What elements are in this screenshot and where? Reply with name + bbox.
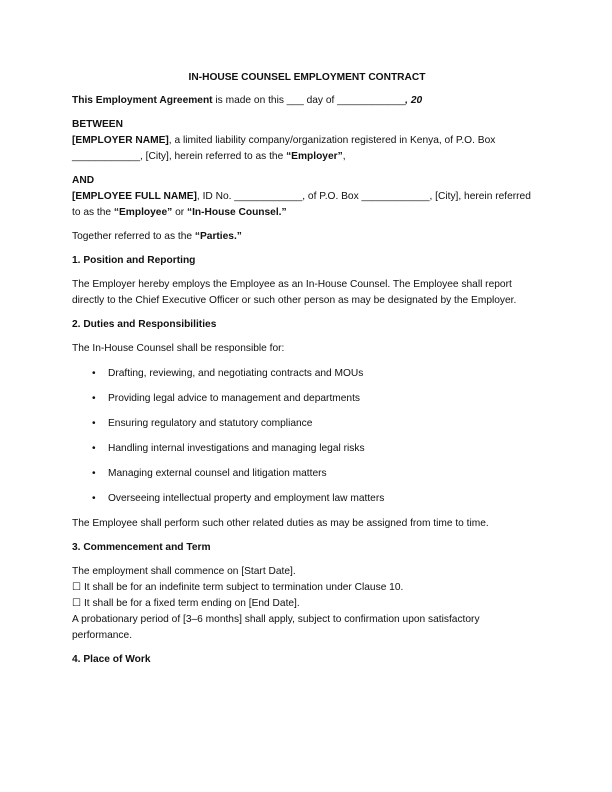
list-item: • Providing legal advice to management and departments [108, 391, 542, 407]
section-3-heading: 3. Commencement and Term [72, 542, 211, 553]
section-4-heading: 4. Place of Work [72, 654, 151, 665]
intro-bold-lead: This Employment Agreement [72, 95, 213, 106]
section-2-lead: The In-House Counsel shall be responsible for: [72, 343, 285, 354]
employee-name: [EMPLOYEE FULL NAME] [72, 191, 197, 202]
list-item: • Overseeing intellectual property and employment law matters [108, 491, 542, 507]
probation-paragraph: A probationary period of [3–6 months] shall apply, subject to confirmation upon satisfactory performance. [72, 614, 480, 641]
intro-year: , 20 [405, 95, 423, 106]
and-label: AND [72, 175, 95, 186]
section-3-line: The employment shall commence on [Start Date]. [72, 566, 296, 577]
intro-paragraph [72, 93, 542, 109]
term-option-indefinite[interactable]: ☐ It shall be for an indefinite term subject to termination under Clause 10. [72, 582, 404, 593]
list-item: • Handling internal investigations and managing legal risks [108, 441, 542, 457]
section-2-heading: 2. Duties and Responsibilities [72, 319, 217, 330]
duties-list [72, 366, 542, 507]
employer-end: , [342, 151, 346, 162]
employee-term: “Employee” [113, 207, 173, 218]
employer-term: “Employer” [286, 151, 343, 162]
intro-text: is made on this ___ day of ____________ [212, 95, 406, 106]
parties-term: “Parties.” [194, 231, 242, 242]
between-label: BETWEEN [72, 119, 123, 130]
employee-or: or [172, 207, 187, 218]
section-1-body: The Employer hereby employs the Employee as an In-House Counsel. The Employee shall report directly to the Chief Executive Officer or such other person as may be designated by the Employer. [72, 279, 517, 306]
parties-paragraph [72, 229, 542, 245]
list-item: • Drafting, reviewing, and negotiating contracts and MOUs [108, 366, 542, 382]
section-1-heading: 1. Position and Reporting [72, 255, 196, 266]
term-option-fixed[interactable]: ☐ It shall be for a fixed term ending on [End Date]. [72, 598, 300, 609]
list-item: • Managing external counsel and litigation matters [108, 466, 542, 482]
document-page [72, 70, 542, 676]
list-item: • Ensuring regulatory and statutory compliance [108, 416, 542, 432]
counsel-term: “In-House Counsel.” [186, 207, 287, 218]
employee-paragraph [72, 189, 542, 221]
document-title: IN-HOUSE COUNSEL EMPLOYMENT CONTRACT [188, 72, 426, 83]
employee-text: , ID No. ____________, of P.O. Box ____________, [City], herein referred to as the [72, 191, 531, 218]
parties-text: Together referred to as the [72, 231, 195, 242]
employer-name: [EMPLOYER NAME] [72, 135, 169, 146]
employer-paragraph [72, 133, 542, 165]
section-2-closing: The Employee shall perform such other related duties as may be assigned from time to time. [72, 518, 489, 529]
employer-text: , a limited liability company/organization registered in Kenya, of P.O. Box ____________, [City], herein referred to as the [72, 135, 496, 162]
